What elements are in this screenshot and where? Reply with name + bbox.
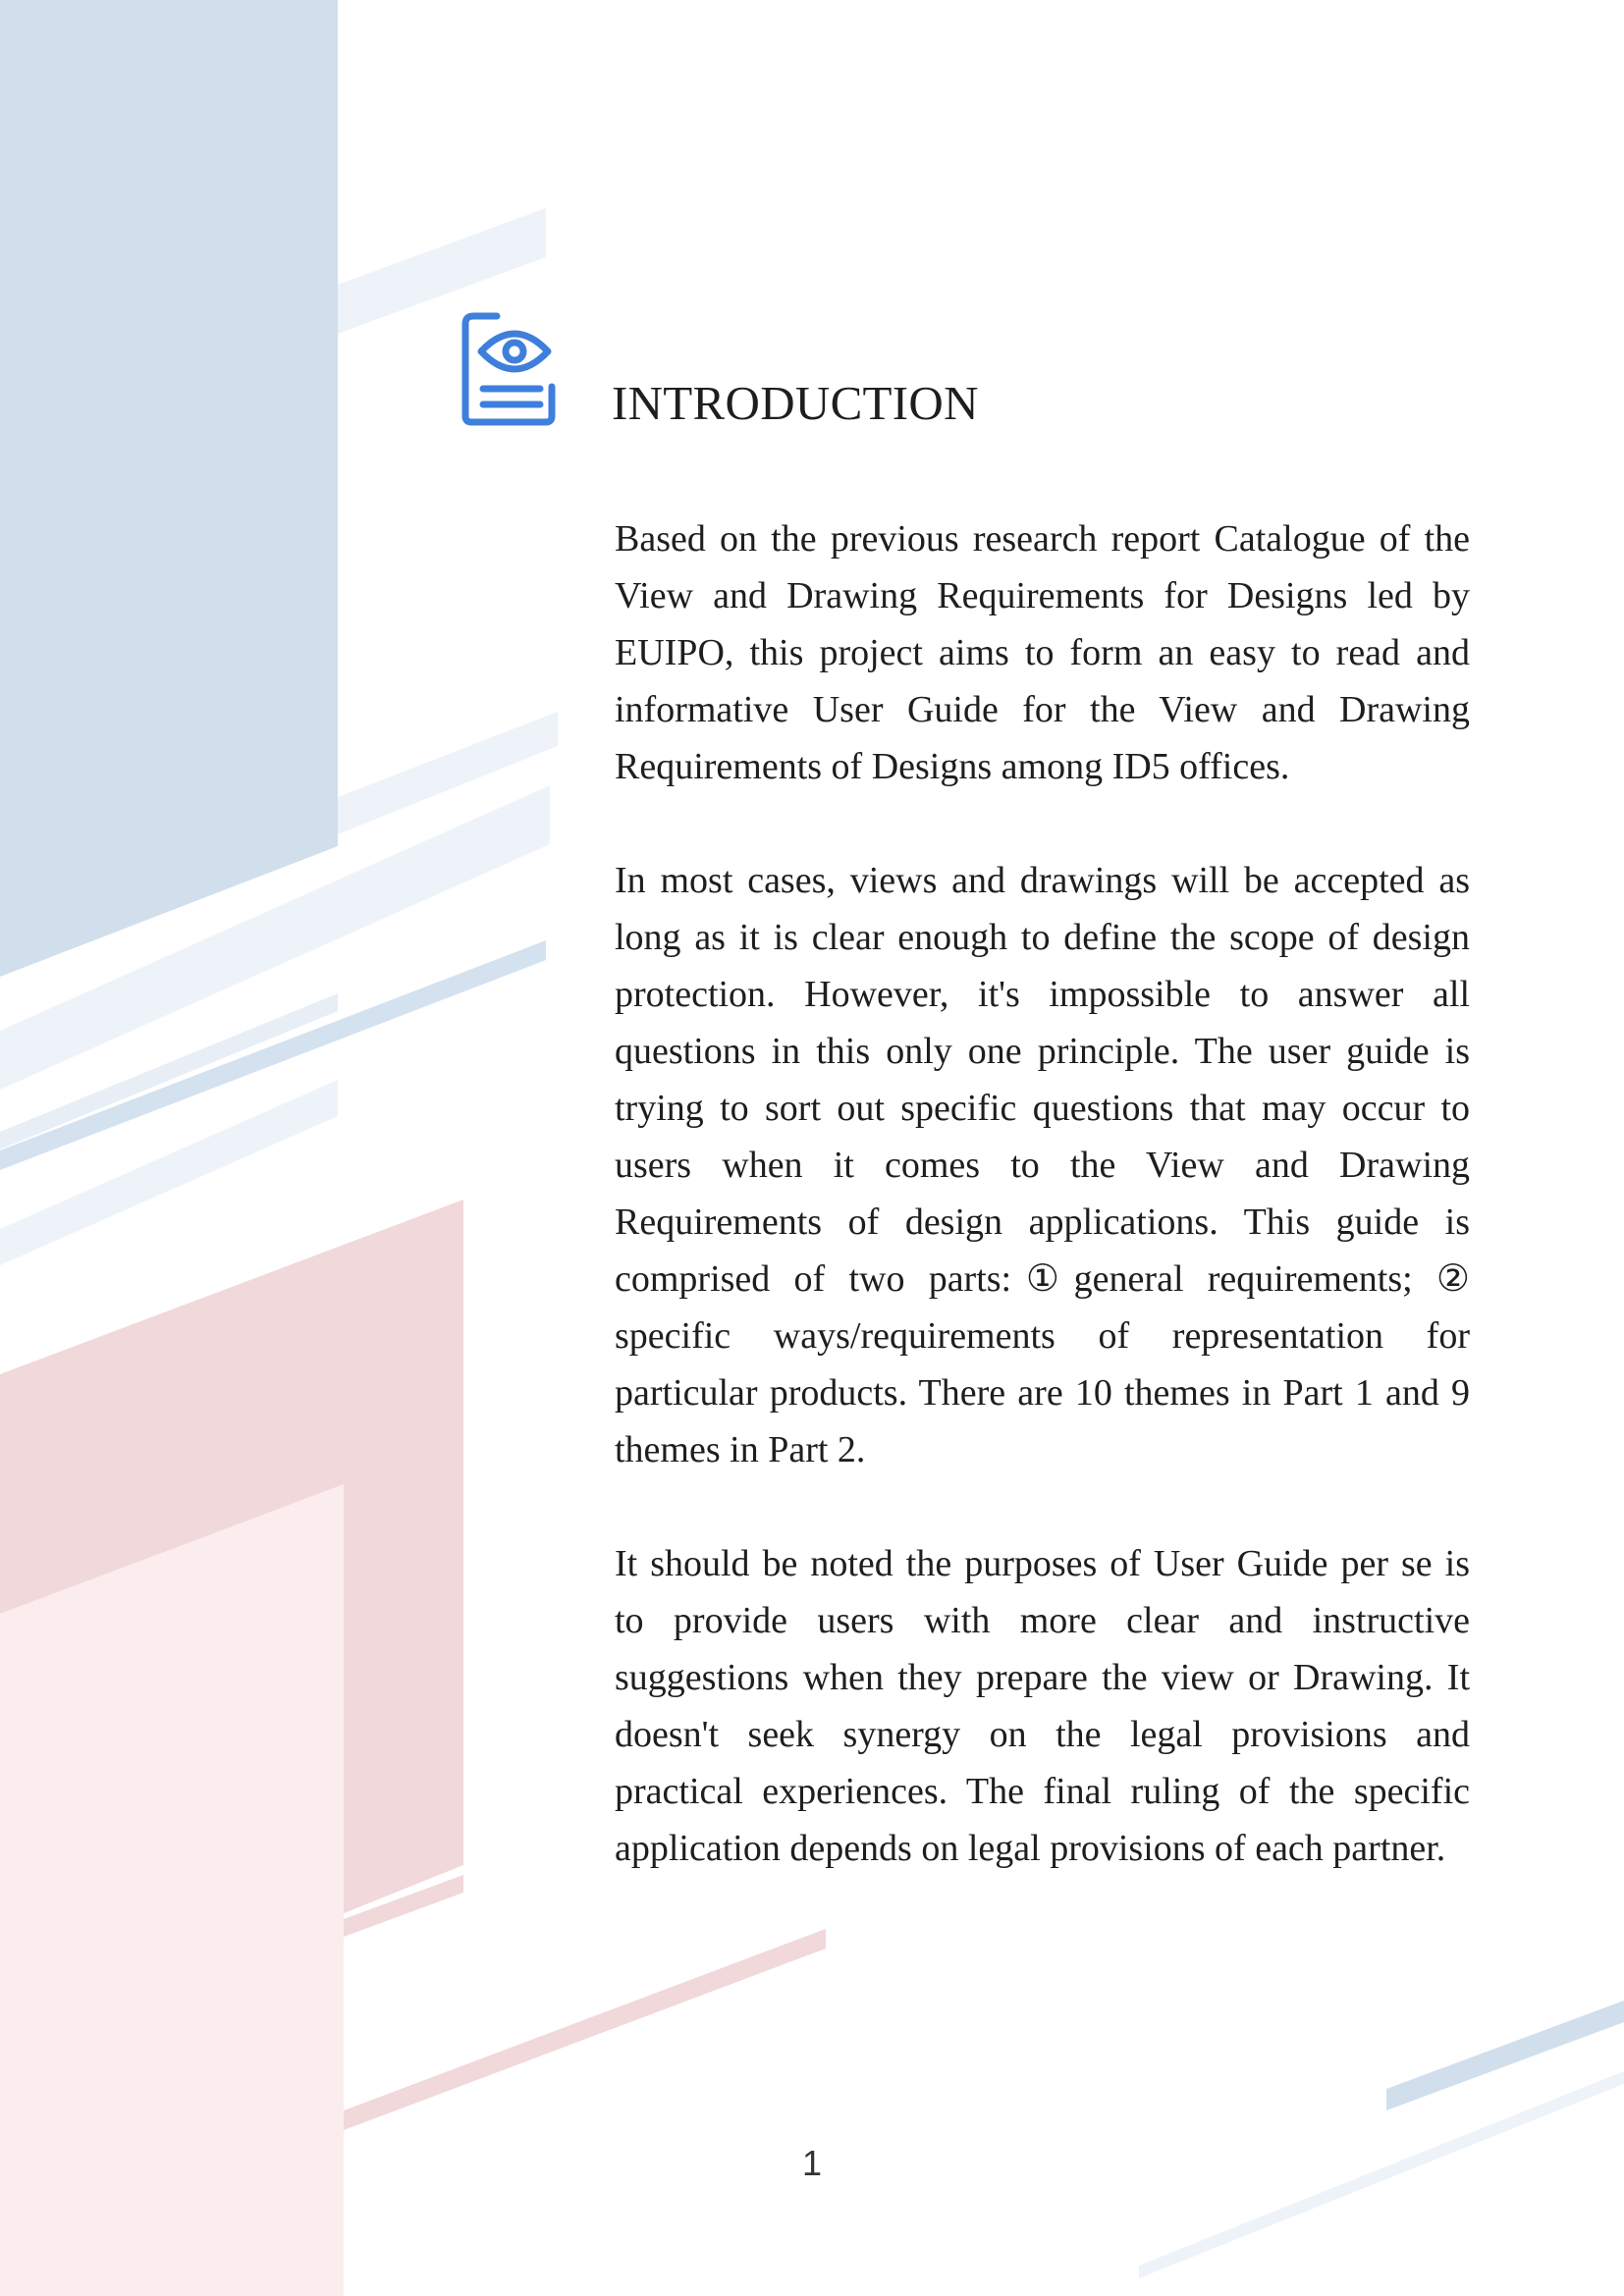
blue-stripe-left-3	[0, 1080, 338, 1265]
blue-stripe-bottom-right-2	[1139, 2071, 1624, 2278]
blue-panel	[0, 0, 338, 977]
pink-stripe-2	[344, 1929, 826, 2130]
page-title: INTRODUCTION	[612, 376, 979, 430]
page-number: 1	[801, 2143, 823, 2183]
body-text	[615, 510, 1470, 1877]
paragraph-purpose: It should be noted the purposes of User Guide per se is to provide users with more clear and instructive suggestions when they prepare the view or Drawing. It doesn't seek synergy on the legal provisions and practical experiences. The final ruling of the specific application depends on legal provisions of each partner.	[615, 1543, 1470, 1869]
paragraph-intro: Based on the previous research report Catalogue of the View and Drawing Requirements for Designs led by EUIPO, this project aims to form an easy to read and informative User Guide for the View and Drawing Requirements of Designs among ID5 offices.	[615, 518, 1470, 787]
document-eye-icon	[460, 312, 558, 426]
paragraph-scope: In most cases, views and drawings will be accepted as long as it is clear enough to define the scope of design protection. However, it's impossible to answer all questions in this only one principle. The user guide is trying to sort out specific questions that may occur to users when it comes to the View and Drawing Requirements of design applications. This guide is comprised of two parts:①general requirements; ② specific ways/requirements of representation for particular products. There are 10 themes in Part 1 and 9 themes in Part 2.	[615, 860, 1470, 1470]
pink-light-panel	[0, 1484, 344, 2296]
